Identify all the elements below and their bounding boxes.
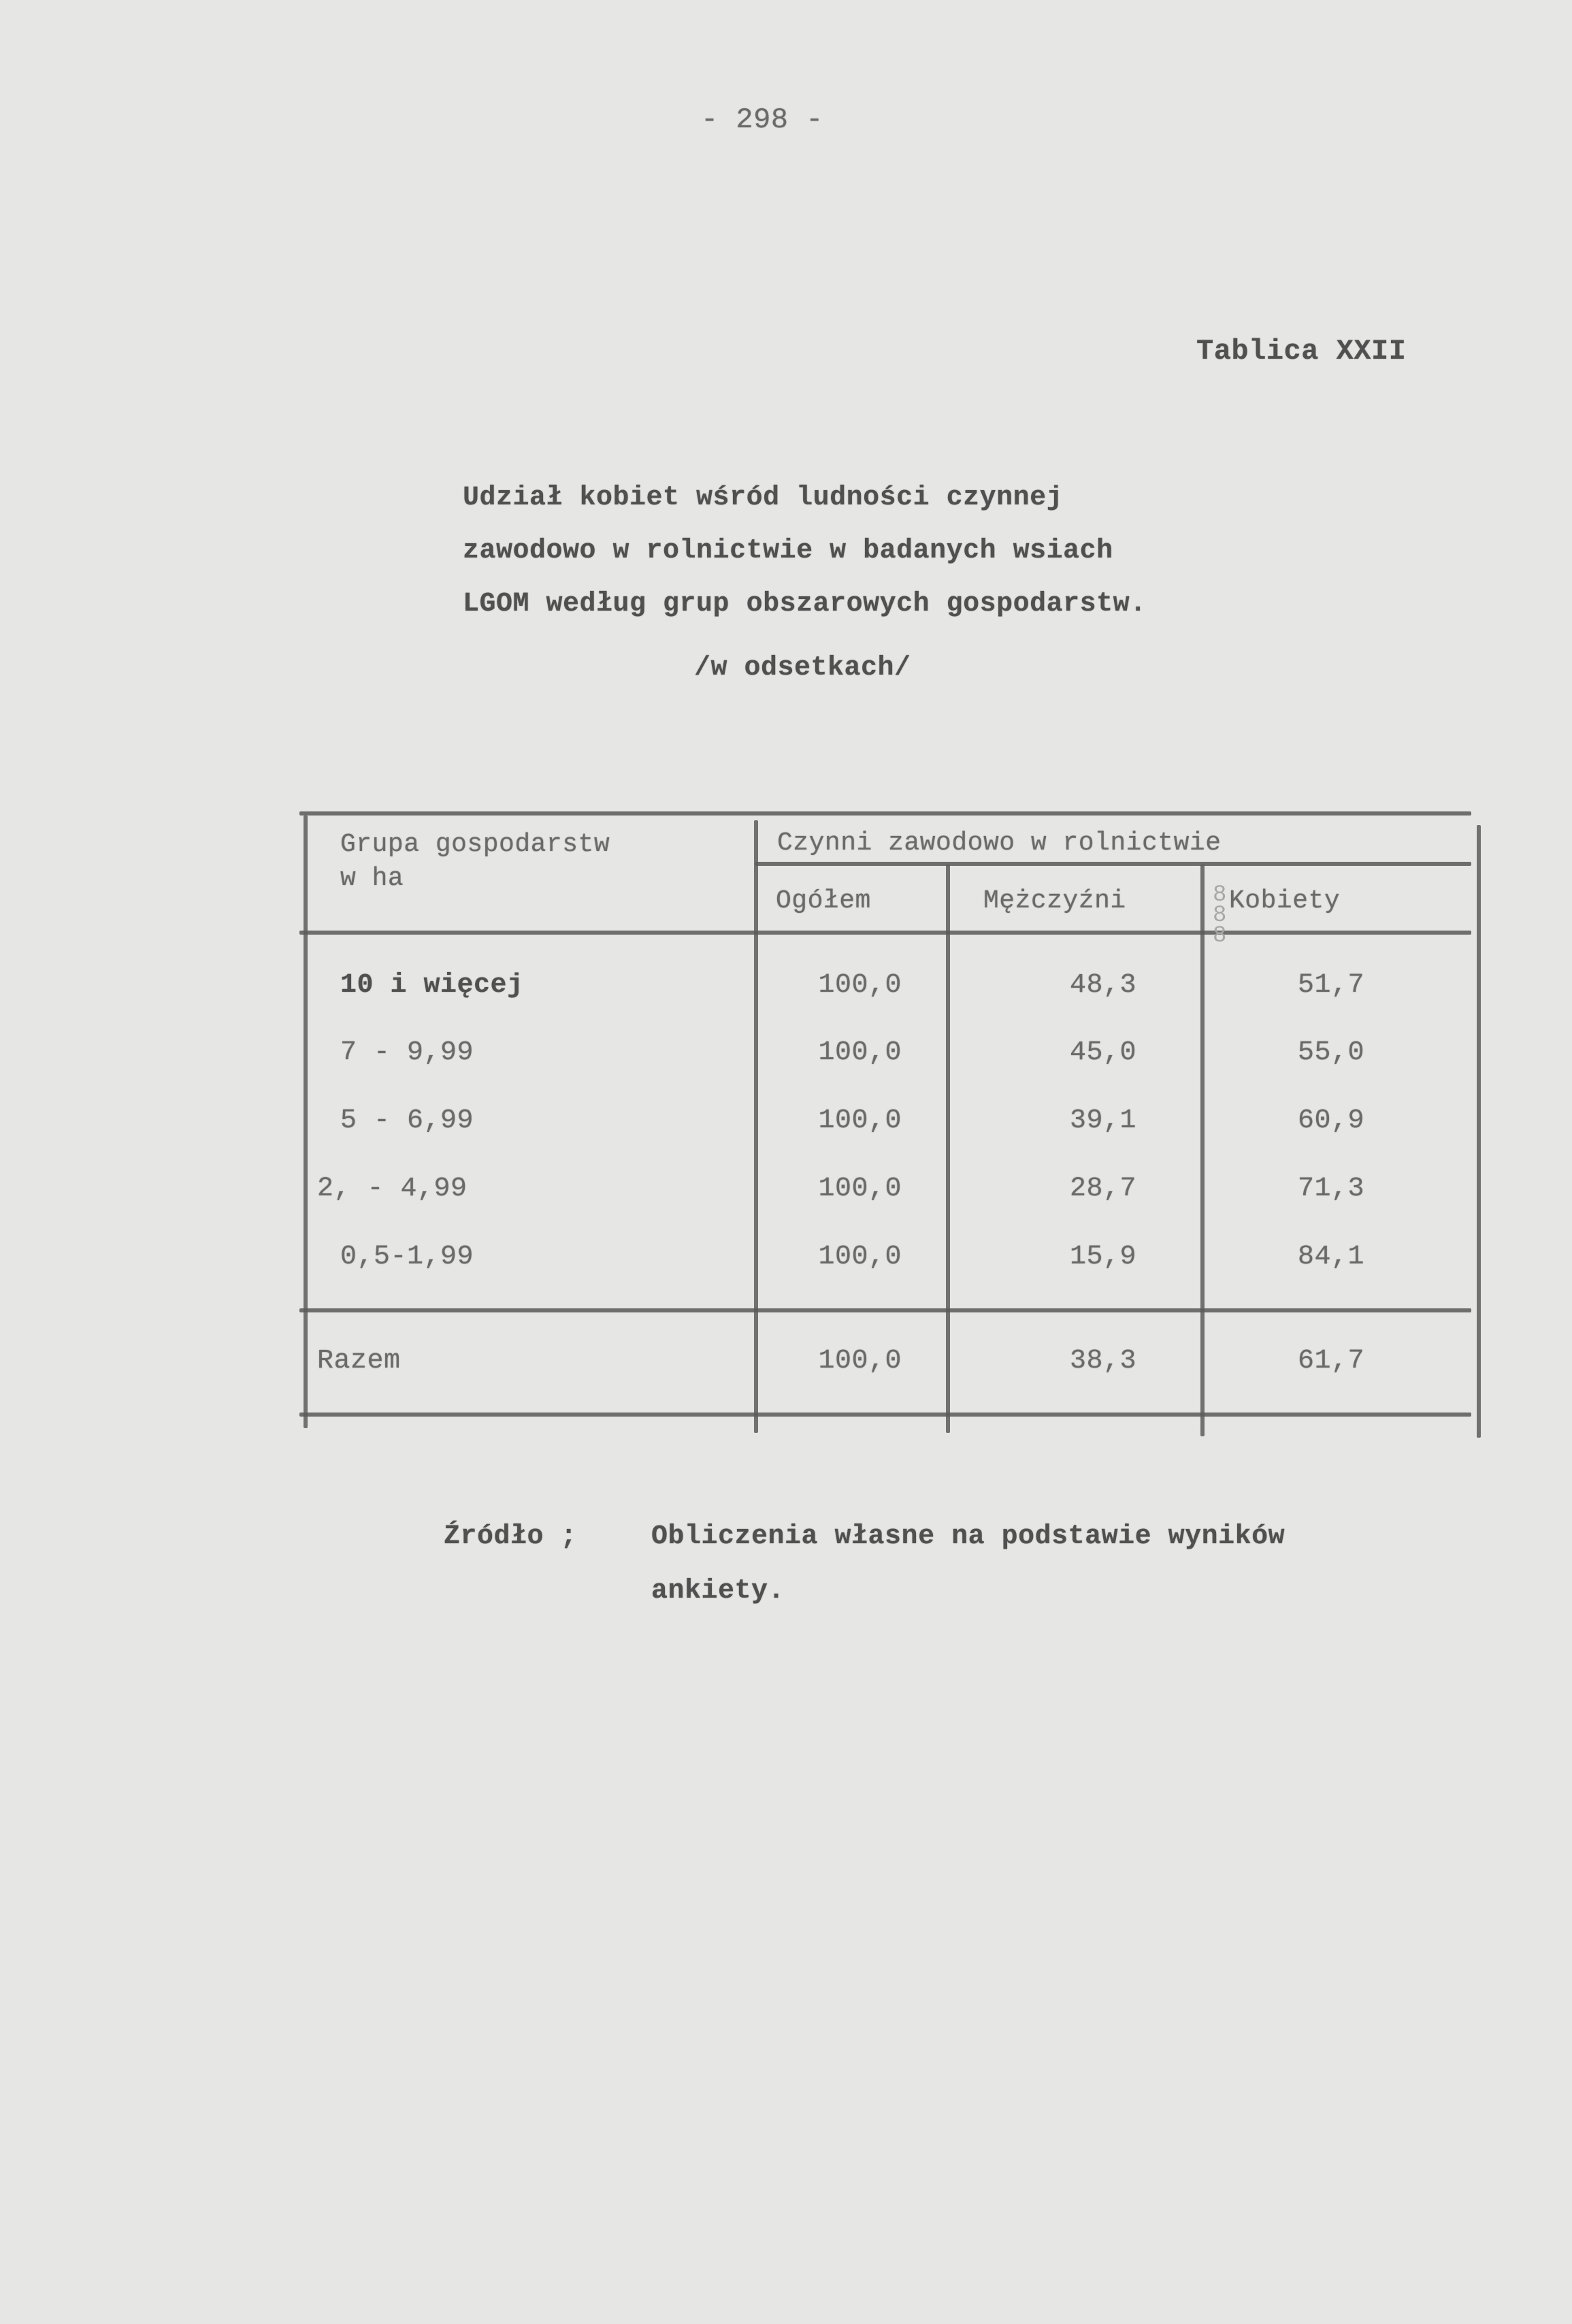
cell-kobiety: 71,3 — [1297, 1174, 1364, 1204]
column-divider — [1200, 865, 1205, 1436]
cell-ogolem: 100,0 — [818, 1037, 902, 1068]
cell-mezczyzni: 39,1 — [1069, 1105, 1136, 1136]
cell-ogolem: 100,0 — [818, 1346, 902, 1376]
table-right-border — [1477, 825, 1481, 1438]
total-top-rule — [299, 1308, 1471, 1312]
column-divider — [946, 865, 950, 1433]
unit-note: /w odsetkach/ — [694, 653, 911, 683]
cell-kobiety: 60,9 — [1297, 1105, 1364, 1136]
table-left-border — [304, 816, 308, 1428]
title-line: Udział kobiet wśród ludności czynnej — [463, 483, 1064, 513]
header-group-col-unit: w ha — [340, 864, 404, 893]
header-group-col: Grupa gospodarstw — [340, 830, 610, 859]
cell-mezczyzni: 48,3 — [1069, 970, 1136, 1001]
page-number: - 298 - — [701, 103, 823, 136]
table-label: Tablica XXII — [1196, 335, 1407, 368]
header-bottom-rule — [299, 931, 1471, 935]
cell-mezczyzni: 38,3 — [1069, 1346, 1136, 1376]
column-divider — [754, 820, 758, 1433]
cell-group: 7 - 9,99 — [340, 1037, 474, 1068]
header-span: Czynni zawodowo w rolnictwie — [777, 828, 1222, 858]
title-line: zawodowo w rolnictwie w badanych wsiach — [463, 536, 1113, 566]
cell-group: 0,5-1,99 — [340, 1242, 474, 1272]
cell-ogolem: 100,0 — [818, 1174, 902, 1204]
header-col-mezczyzni: Mężczyźni — [983, 886, 1126, 916]
cell-mezczyzni: 15,9 — [1069, 1242, 1136, 1272]
cell-kobiety: 55,0 — [1297, 1037, 1364, 1068]
cell-kobiety: 84,1 — [1297, 1242, 1364, 1272]
cell-group: 10 i więcej — [340, 970, 524, 1001]
cell-ogolem: 100,0 — [818, 970, 902, 1001]
cell-ogolem: 100,0 — [818, 1105, 902, 1136]
source-label: Źródło ; — [444, 1521, 578, 1552]
cell-ogolem: 100,0 — [818, 1242, 902, 1272]
table-bottom-rule — [299, 1413, 1471, 1417]
cell-kobiety: 51,7 — [1297, 970, 1364, 1001]
cell-mezczyzni: 28,7 — [1069, 1174, 1136, 1204]
header-span-rule — [755, 862, 1471, 866]
ghost-overstrike-mark: 8 8 8 — [1213, 882, 1227, 949]
source-text: Obliczenia własne na podstawie wyników — [651, 1521, 1286, 1552]
table-top-rule — [299, 811, 1471, 816]
cell-group: Razem — [317, 1346, 401, 1376]
cell-mezczyzni: 45,0 — [1069, 1037, 1136, 1068]
title-line: LGOM według grup obszarowych gospodarstw. — [463, 589, 1147, 619]
header-col-kobiety: Kobiety — [1229, 886, 1341, 916]
source-text: ankiety. — [651, 1576, 785, 1607]
cell-kobiety: 61,7 — [1297, 1346, 1364, 1376]
header-col-ogolem: Ogółem — [776, 886, 871, 916]
cell-group: 5 - 6,99 — [340, 1105, 474, 1136]
cell-group: 2, - 4,99 — [317, 1174, 468, 1204]
